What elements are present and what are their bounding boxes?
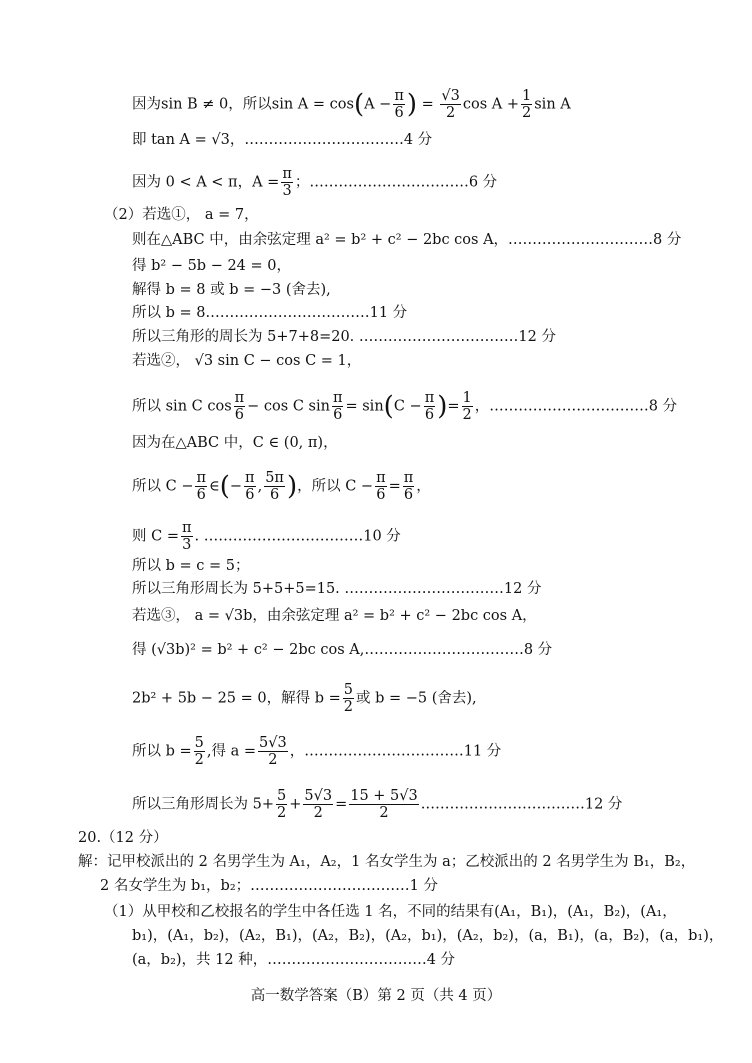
page-footer: 高一数学答案（B）第 2 页（共 4 页） bbox=[250, 988, 502, 1004]
line-solution-intro: 解：记甲校派出的 2 名男学生为 A₁，A₂，1 名女学生为 a；乙校派出的 2 名男学生为 B₁，B₂， bbox=[78, 854, 696, 870]
line-sqrt3b-eq: 得 (√3b)² = b² + c² − 2bc cos A,……………………………8 分 bbox=[132, 642, 553, 658]
line-part1-a: （1）从甲校和乙校报名的学生中各任选 1 名，不同的结果有(A₁，B₁)，(A₁，B₂)，(A₁， bbox=[104, 904, 677, 920]
line-choice-2: 若选②， √3 sin C − cos C = 1， bbox=[132, 353, 362, 369]
line-sinB: 因为sin B ≠ 0，所以sin A = cos(A − $\frac{\pi}{6}$ ) = $\frac{√3}{2}$ cos A + $\frac{1}{2}$ sin A bbox=[132, 88, 571, 121]
line-sin-identity: 所以 sin C cos $\frac{\pi}{6}$ − cos C sin $\frac{\pi}{6}$ = sin(C − $\frac{\pi}{6}$ )= $\frac{1}{2}$ ，……………………………8 分 bbox=[132, 390, 678, 423]
line-b-eq-c: 所以 b = c = 5； bbox=[132, 558, 250, 574]
line-part1-c: (a，b₂)，共 12 种，……………………………4 分 bbox=[132, 952, 456, 968]
line-C-range: 因为在△ABC 中，C ∈ (0, π)， bbox=[132, 435, 338, 451]
line-A-value: 因为 0 < A < π，A = $\frac{\pi}{3}$ ；……………………………6 分 bbox=[132, 166, 498, 199]
line-b8: 所以 b = 8.……………………………11 分 bbox=[132, 305, 408, 321]
line-solve: 解得 b = 8 或 b = −3 (舍去), bbox=[132, 282, 331, 298]
line-part1-b: b₁)，(A₁，b₂)，(A₂，B₁)，(A₂，B₂)，(A₂，b₁)，(A₂，b₂)，(a，B₁)，(a，B₂)，(a，b₁)， bbox=[132, 928, 724, 944]
line-cosine-rule: 则在△ABC 中，由余弦定理 a² = b² + c² − 2bc cos A，…………………………8 分 bbox=[132, 232, 682, 248]
line-choice-3: 若选③， a = √3b，由余弦定理 a² = b² + c² − 2bc cos A， bbox=[132, 608, 537, 624]
line-quadratic: 2b² + 5b − 25 = 0，解得 b = $\frac{5}{2}$ 或 b = −5 (舍去), bbox=[132, 682, 477, 715]
line-tanA: 即 tan A = √3，……………………………4 分 bbox=[132, 132, 433, 148]
line-equation: 得 b² − 5b − 24 = 0， bbox=[132, 258, 291, 274]
question-20-heading: 20.（12 分） bbox=[78, 830, 168, 846]
line-C-interval: 所以 C − $\frac{\pi}{6}$ ∈(− $\frac{\pi}{6}$ , $\frac{5\pi}{6}$ )，所以 C − $\frac{\pi}{6}$ = $\frac{\pi}{6}$ ， bbox=[132, 470, 431, 503]
line-girls: 2 名女学生为 b₁，b₂；……………………………1 分 bbox=[100, 878, 438, 894]
line-C-value: 则 C = $\frac{\pi}{3}$ . ……………………………10 分 bbox=[132, 520, 401, 553]
line-choice-1: （2）若选①， a = 7， bbox=[104, 207, 259, 223]
line-perimeter-20: 所以三角形的周长为 5+7+8=20. ……………………………12 分 bbox=[132, 329, 556, 345]
line-perimeter-15: 所以三角形周长为 5+5+5=15. ……………………………12 分 bbox=[132, 581, 542, 597]
line-perimeter-3: 所以三角形周长为 5+ $\frac{5}{2}$ + $\frac{5√3}{2}$ = $\frac{15 + 5√3}{2}$ .……………………………12 分 bbox=[132, 788, 623, 821]
line-b-a-values: 所以 b = $\frac{5}{2}$ ,得 a = $\frac{5√3}{2}$ ，……………………………11 分 bbox=[132, 735, 502, 768]
